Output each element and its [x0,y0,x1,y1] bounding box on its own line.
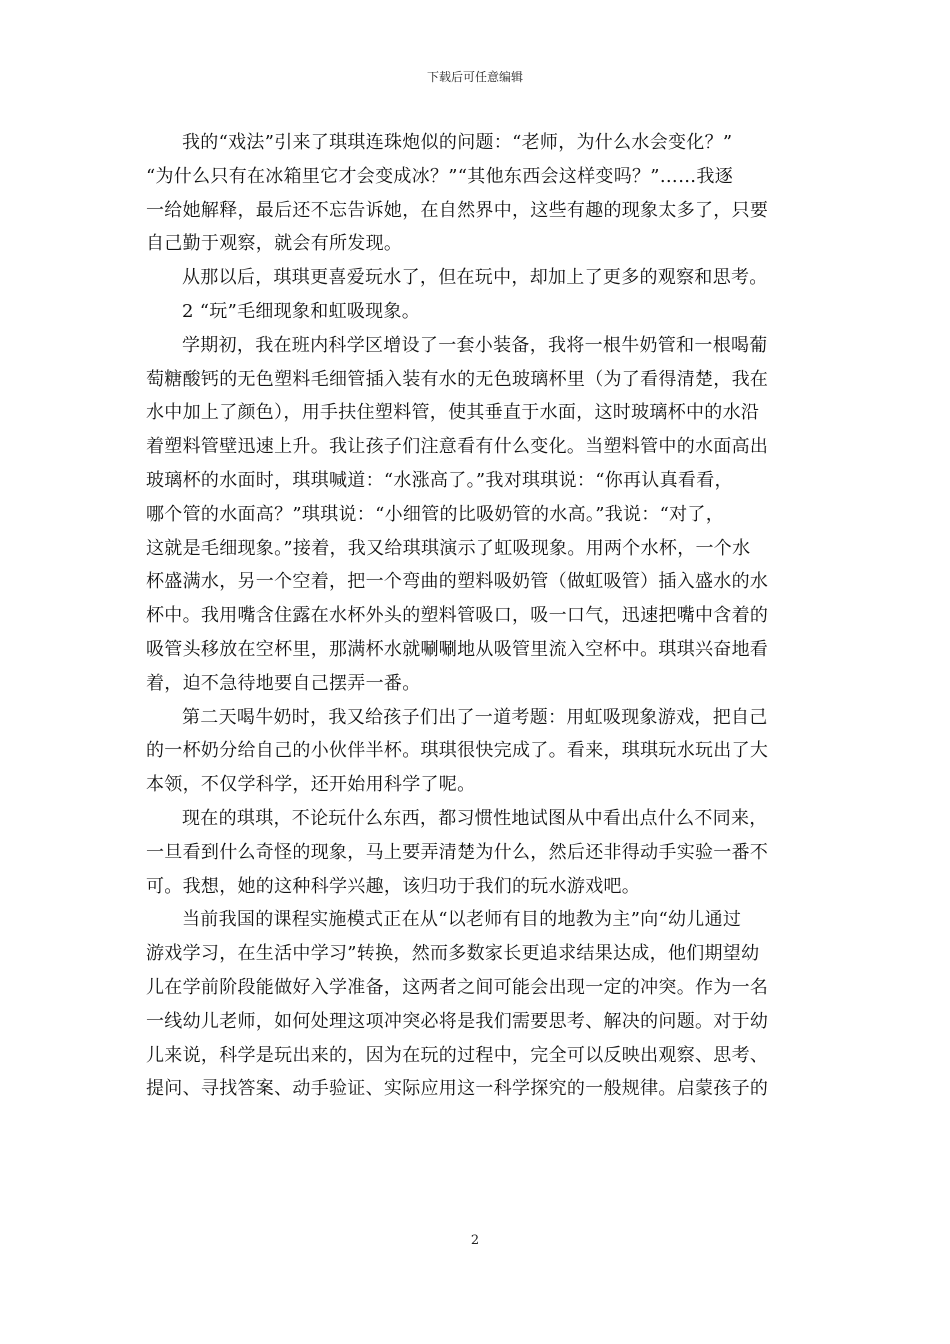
text-line: 哪个管的水面高？”琪琪说：“小细管的比吸奶管的水高。”我说：“对了， [146,503,725,525]
text-line: 着，迫不急待地要自己摆弄一番。 [146,672,421,694]
text-line: 的一杯奶分给自己的小伙伴半杯。琪琪很快完成了。看来，琪琪玩水玩出了大 [146,740,769,762]
text-line: 本领，不仅学科学，还开始用科学了呢。 [146,774,476,796]
text-line: 这就是毛细现象。”接着，我又给琪琪演示了虹吸现象。用两个水杯，一个水 [146,537,751,559]
text-line: 当前我国的课程实施模式正在从“以老师有目的地教为主”向“幼儿通过 [182,909,742,931]
paragraph [146,903,806,1106]
paragraph [146,261,806,295]
text-line: 从那以后，琪琪更喜爱玩水了，但在玩中，却加上了更多的观察和思考。 [182,267,768,289]
text-line: 现在的琪琪，不论玩什么东西，都习惯性地试图从中看出点什么不同来， [182,807,768,829]
text-line: 吸管头移放在空杯里，那满杯水就唰唰地从吸管里流入空杯中。琪琪兴奋地看 [146,638,769,660]
text-line: “为什么只有在冰箱里它才会变成冰？”“其他东西会这样变吗？”……我逐 [146,165,734,187]
text-line: 一线幼儿老师，如何处理这项冲突必将是我们需要思考、解决的问题。对于幼 [146,1010,769,1032]
text-line: 杯盛满水，另一个空着，把一个弯曲的塑料吸奶管（做虹吸管）插入盛水的水 [146,571,769,593]
text-line: 水中加上了颜色），用手扶住塑料管，使其垂直于水面，这时玻璃杯中的水沿 [146,402,760,424]
text-line: 一给她解释，最后还不忘告诉她，在自然界中，这些有趣的现象太多了，只要 [146,199,769,221]
paragraph [146,329,806,701]
document-body [146,126,806,1106]
text-line: 2 “玩”毛细现象和虹吸现象。 [182,300,421,322]
text-line: 我的“戏法”引来了琪琪连珠炮似的问题：“老师，为什么水会变化？” [182,132,733,153]
paragraph [146,126,806,261]
text-line: 玻璃杯的水面时，琪琪喊道：“水涨高了。”我对琪琪说：“你再认真看看， [146,469,733,491]
text-line: 学期初，我在班内科学区增设了一套小装备，我将一根牛奶管和一根喝葡 [182,334,768,356]
text-line: 一旦看到什么奇怪的现象，马上要弄清楚为什么，然后还非得动手实验一番不 [146,841,769,863]
text-line: 着塑料管壁迅速上升。我让孩子们注意看有什么变化。当塑料管中的水面高出 [146,436,769,458]
text-line: 自己勤于观察，就会有所发现。 [146,233,403,255]
text-line: 提问、寻找答案、动手验证、实际应用这一科学探究的一般规律。启蒙孩子的 [146,1078,769,1100]
text-line: 游戏学习，在生活中学习”转换，然而多数家长更追求结果达成，他们期望幼 [146,943,760,965]
paragraph [146,295,806,329]
text-line: 萄糖酸钙的无色塑料毛细管插入装有水的无色玻璃杯里（为了看得清楚，我在 [146,368,769,390]
paragraph [146,701,806,802]
text-line: 杯中。我用嘴含住露在水杯外头的塑料管吸口，吸一口气，迅速把嘴中含着的 [146,605,769,627]
text-line: 第二天喝牛奶时，我又给孩子们出了一道考题：用虹吸现象游戏，把自己 [182,706,768,728]
paragraph [146,802,806,903]
text-line: 儿来说，科学是玩出来的，因为在玩的过程中，完全可以反映出观察、思考、 [146,1044,769,1066]
text-line: 儿在学前阶段能做好入学准备，这两者之间可能会出现一定的冲突。作为一名 [146,976,769,998]
page-header: 下载后可任意编辑 [426,70,523,84]
text-line: 可。我想，她的这种科学兴趣，该归功于我们的玩水游戏吧。 [146,875,641,897]
page-number: 2 [470,1233,480,1248]
